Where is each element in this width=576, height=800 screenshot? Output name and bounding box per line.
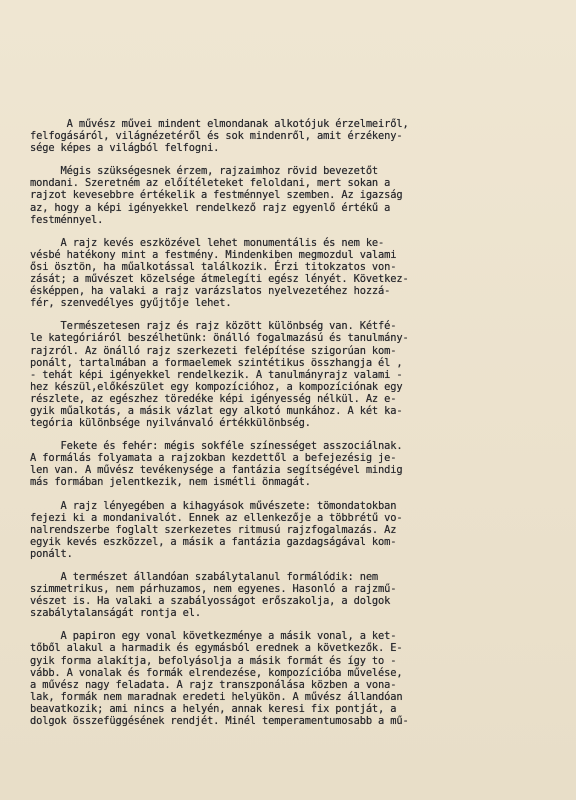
- text-line: ősi ösztön, ha műalkotással találkozik. Érzi titokzatos von-: [30, 260, 397, 273]
- text-line: tőből alakul a harmadik és egymásból erednek a következők. E-: [30, 642, 403, 655]
- text-line: ésképpen, ha valaki a rajz varázslatos nyelvezetéhez hozzá-: [30, 285, 391, 298]
- text-line: festménnyel.: [30, 213, 104, 226]
- text-line: tegória különbsége nyilvánvaló értékkülönbség.: [30, 417, 311, 430]
- text-line: fejezi ki a mondanivalót. Ennek az ellenkezője a többrétű vo-: [30, 511, 403, 524]
- paragraph: [30, 165, 550, 225]
- text-line: vésbé hatékony mint a festmény. Mindenkiben megmozdul valami: [30, 248, 397, 261]
- text-line: gyik műalkotás, a másik vázlat egy alkotó munkához. A két ka-: [30, 404, 403, 417]
- text-line: A formálás folyamata a rajzokban kezdettől a befejezésig je-: [30, 452, 397, 465]
- text-line: más formában jelentkezik, nem ismétli önmagát.: [30, 476, 311, 489]
- text-line: A művész művei mindent elmondanak alkotójuk érzelmeiről,: [30, 118, 409, 130]
- text-line: len van. A művész tevékenysége a fantázia segítségével mindig: [30, 464, 403, 477]
- text-line: A természet állandóan szabálytalanul formálódik: nem: [30, 571, 379, 583]
- text-line: lak, formák nem maradnak eredeti helyükön. A művész állandóan: [30, 690, 403, 703]
- text-line: szimmetrikus, nem párhuzamos, nem egyenes. Hasonló a rajzmű-: [30, 583, 397, 596]
- text-line: Természetesen rajz és rajz között különbség van. Kétfé-: [30, 320, 397, 333]
- paragraph: [30, 320, 550, 429]
- text-line: dolgok összefüggésének rendjét. Minél temperamentumosabb a mű-: [30, 715, 409, 728]
- text-line: szabálytalanságát rontja el.: [30, 607, 201, 620]
- text-line: A papiron egy vonal következménye a másik vonal, a ket-: [30, 630, 397, 643]
- paragraph: [30, 440, 550, 488]
- text-line: fér, szenvedélyes gyűjtője lehet.: [30, 297, 232, 310]
- text-line: gyik forma alakítja, befolyásolja a másik formát és így to -: [30, 654, 397, 667]
- text-line: mondani. Szeretném az előítéleteket feloldani, mert sokan a: [30, 177, 391, 190]
- text-line: vább. A vonalak és formák elrendezése, kompozícióba művelése,: [30, 666, 403, 679]
- text-line: A rajz lényegében a kihagyások művészete: tömondatokban: [30, 499, 397, 512]
- text-line: vészet is. Ha valaki a szabályosságot erőszakolja, a dolgok: [30, 595, 391, 608]
- text-line: az, hogy a képi igényekkel rendelkező rajz egyenlő értékű a: [30, 201, 391, 214]
- text-line: rajzról. Az önálló rajz szerkezeti felépítése szigorúan kom-: [30, 344, 397, 357]
- text-line: hez készül,előkészület egy kompozícióhoz, a kompozíciónak egy: [30, 380, 403, 393]
- paragraph: [30, 237, 550, 310]
- text-line: felfogásáról, világnézetéről és sok mindenről, amit érzékeny-: [30, 130, 403, 143]
- text-line: ponált, tartalmában a formaelemek szintétikus összhangja él ,: [30, 356, 403, 369]
- paragraph: [30, 118, 550, 154]
- text-line: nalrendszerbe foglalt szerkezetes ritmusú rajzfogalmazás. Az: [30, 523, 397, 536]
- text-line: egyik kevés eszközzel, a másik a fantázia gazdagságával kom-: [30, 535, 397, 548]
- text-line: Mégis szükségesnek érzem, rajzaimhoz rövid bevezetőt: [30, 165, 379, 178]
- text-line: Fekete és fehér: mégis sokféle színességet asszociálnak.: [30, 440, 403, 453]
- text-line: A rajz kevés eszközével lehet monumentális és nem ke-: [30, 236, 385, 249]
- text-line: le kategóriáról beszélhetünk: önálló fogalmazású és tanulmány-: [30, 332, 409, 345]
- text-line: részlete, az egészhez töredéke képi igényesség nélkül. Az e-: [30, 392, 397, 405]
- text-line: a művész nagy feladata. A rajz transzponálása közben a vona-: [30, 678, 397, 691]
- paragraph: [30, 571, 550, 619]
- paragraph: [30, 500, 550, 560]
- paragraph: [30, 630, 550, 727]
- text-line: sége képes a világból felfogni.: [30, 142, 220, 155]
- text-line: rajzot kevesebbre értékelik a festménnyel szemben. Az igazság: [30, 189, 403, 202]
- text-line: zását; a művészet közelsége átmelegíti egész lényét. Következ-: [30, 273, 409, 286]
- text-line: beavatkozik; ami nincs a helyén, annak keresi fix pontját, a: [30, 702, 397, 715]
- text-line: ponált.: [30, 547, 73, 560]
- text-line: - tehát képi igényekkel rendelkezik. A tanulmányrajz valami -: [30, 368, 403, 381]
